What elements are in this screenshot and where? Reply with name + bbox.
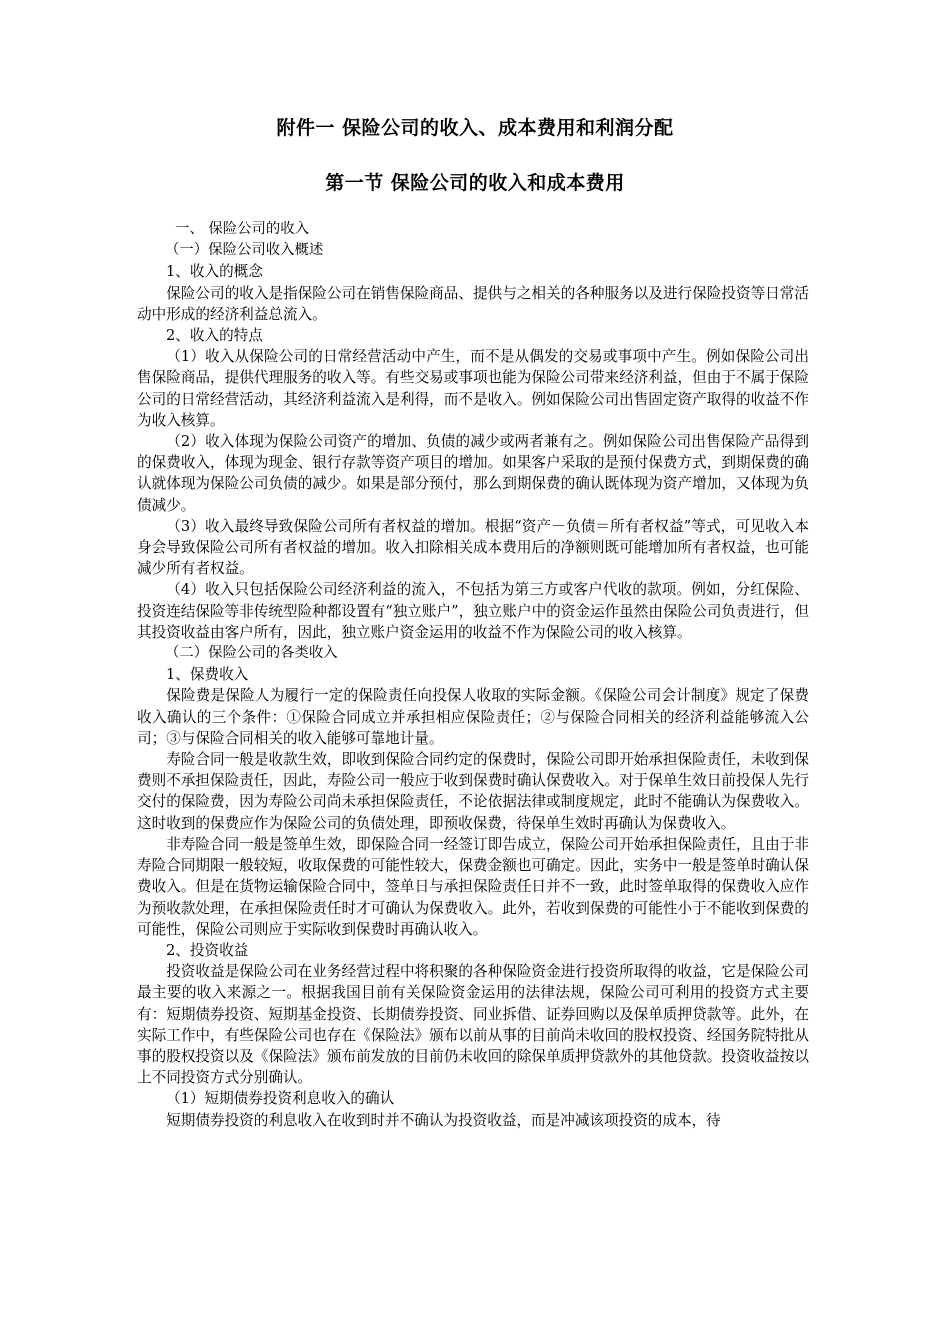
paragraph: 短期债券投资的利息收入在收到时并不确认为投资收益，而是冲减该项投资的成本，待 [166,1111,721,1129]
section-title: 第一节 保险公司的收入和成本费用 [325,172,625,194]
heading-level-2: （一）保险公司收入概述 [165,242,324,259]
paragraph: 保险费是保险人为履行一定的保险责任向投保人收取的实际金额。《保险公司会计制度》规定了保费收入确认的三个条件：①保险合同成立并承担相应保险责任；②与保险合同相关的经济利益能够流入公司；③与保险合同相关的收入能够可靠地计量。 [137,687,809,747]
paragraph: （3）收入最终导致保险公司所有者权益的增加。根据“资产－负债＝所有者权益”等式，可见收入本身会导致保险公司所有者权益的增加。收入扣除相关成本费用后的净额则既可能增加所有者权益，也可能减少所有者权益。 [137,517,809,578]
paragraph: 投资收益是保险公司在业务经营过程中将积聚的各种保险资金进行投资所取得的收益，它是保险公司最主要的收入来源之一。根据我国目前有关保险资金运用的法律法规，保险公司可利用的投资方式主要有：短期债券投资、短期基金投资、长期债券投资、同业拆借、证券回购以及保单质押贷款等。此外，在实际工作中，有些保险公司也存在《保险法》颁布以前从事的目前尚未收回的股权投资、经国务院特批从事的股权投资以及《保险法》颁布前发放的目前仍未收回的除保单质押贷款外的其他贷款。投资收益按以上不同投资方式分别确认。 [137,963,809,1087]
heading-level-3: 1、保费收入 [166,666,249,684]
paragraph: （2）收入体现为保险公司资产的增加、负债的减少或两者兼有之。例如保险公司出售保险产品得到的保费收入，体现为现金、银行存款等资产项目的增加。如果客户采取的是预付保费方式，到期保费的确认就体现为保险公司负债的减少。如果是部分预付，那么到期保费的确认既体现为资产增加，又体现为负债减少。 [137,433,809,514]
heading-level-3: 1、收入的概念 [166,263,263,281]
paragraph: （4）收入只包括保险公司经济利益的流入，不包括为第三方或客户代收的款项。例如，分红保险、投资连结保险等非传统型险种都设置有“独立账户”，独立账户中的资金运作虽然由保险公司负责进行，但其投资收益由客户所有，因此，独立账户资金运用的收益不作为保险公司的收入核算。 [137,581,809,641]
document-title: 附件一 保险公司的收入、成本费用和利润分配 [276,117,674,139]
heading-level-3: 2、投资收益 [166,941,249,959]
paragraph: 非寿险合同一般是签单生效，即保险合同一经签订即告成立，保险公司开始承担保险责任，且由于非寿险合同期限一般较短，收取保费的可能性较大，保费金额也可确定。因此，实务中一般是签单时确认保费收入。但是在货物运输保险合同中，签单日与承担保险责任日并不一致，此时签单取得的保费收入应作为预收款处理，在承担保险责任时才可确认为保费收入。此外，若收到保费的可能性小于不能收到保费的可能性，保险公司则应于实际收到保费时再确认收入。 [137,835,809,938]
paragraph: （1）收入从保险公司的日常经营活动中产生，而不是从偶发的交易或事项中产生。例如保险公司出售保险商品，提供代理服务的收入等。有些交易或事项也能为保险公司带来经济利益，但由于不属于保险公司的日常经营活动，其经济利益流入是利得，而不是收入。例如保险公司出售固定资产取得的收益不作为收入核算。 [137,348,809,429]
paragraph: 保险公司的收入是指保险公司在销售保险商品、提供与之相关的各种服务以及进行保险投资等日常活动中形成的经济利益总流入。 [137,284,809,323]
heading-level-3: 2、收入的特点 [166,327,263,345]
heading-level-1: 一、 保险公司的收入 [175,221,310,237]
document-body [137,219,809,1131]
heading-level-2: （二）保险公司的各类收入 [165,645,338,662]
paragraph: 寿险合同一般是收款生效，即收到保险合同约定的保费时，保险公司即开始承担保险责任，未收到保费则不承担保险责任，因此，寿险公司一般应于收到保费时确认保费收入。对于保单生效日前投保人先行交付的保险费，因为寿险公司尚未承担保险责任，不论依据法律或制度规定，此时不能确认为保费收入。这时收到的保费应作为保险公司的负债处理，即预收保费，待保单生效时再确认为保费收入。 [137,751,809,832]
heading-level-3: （1）短期债券投资利息收入的确认 [166,1090,395,1108]
